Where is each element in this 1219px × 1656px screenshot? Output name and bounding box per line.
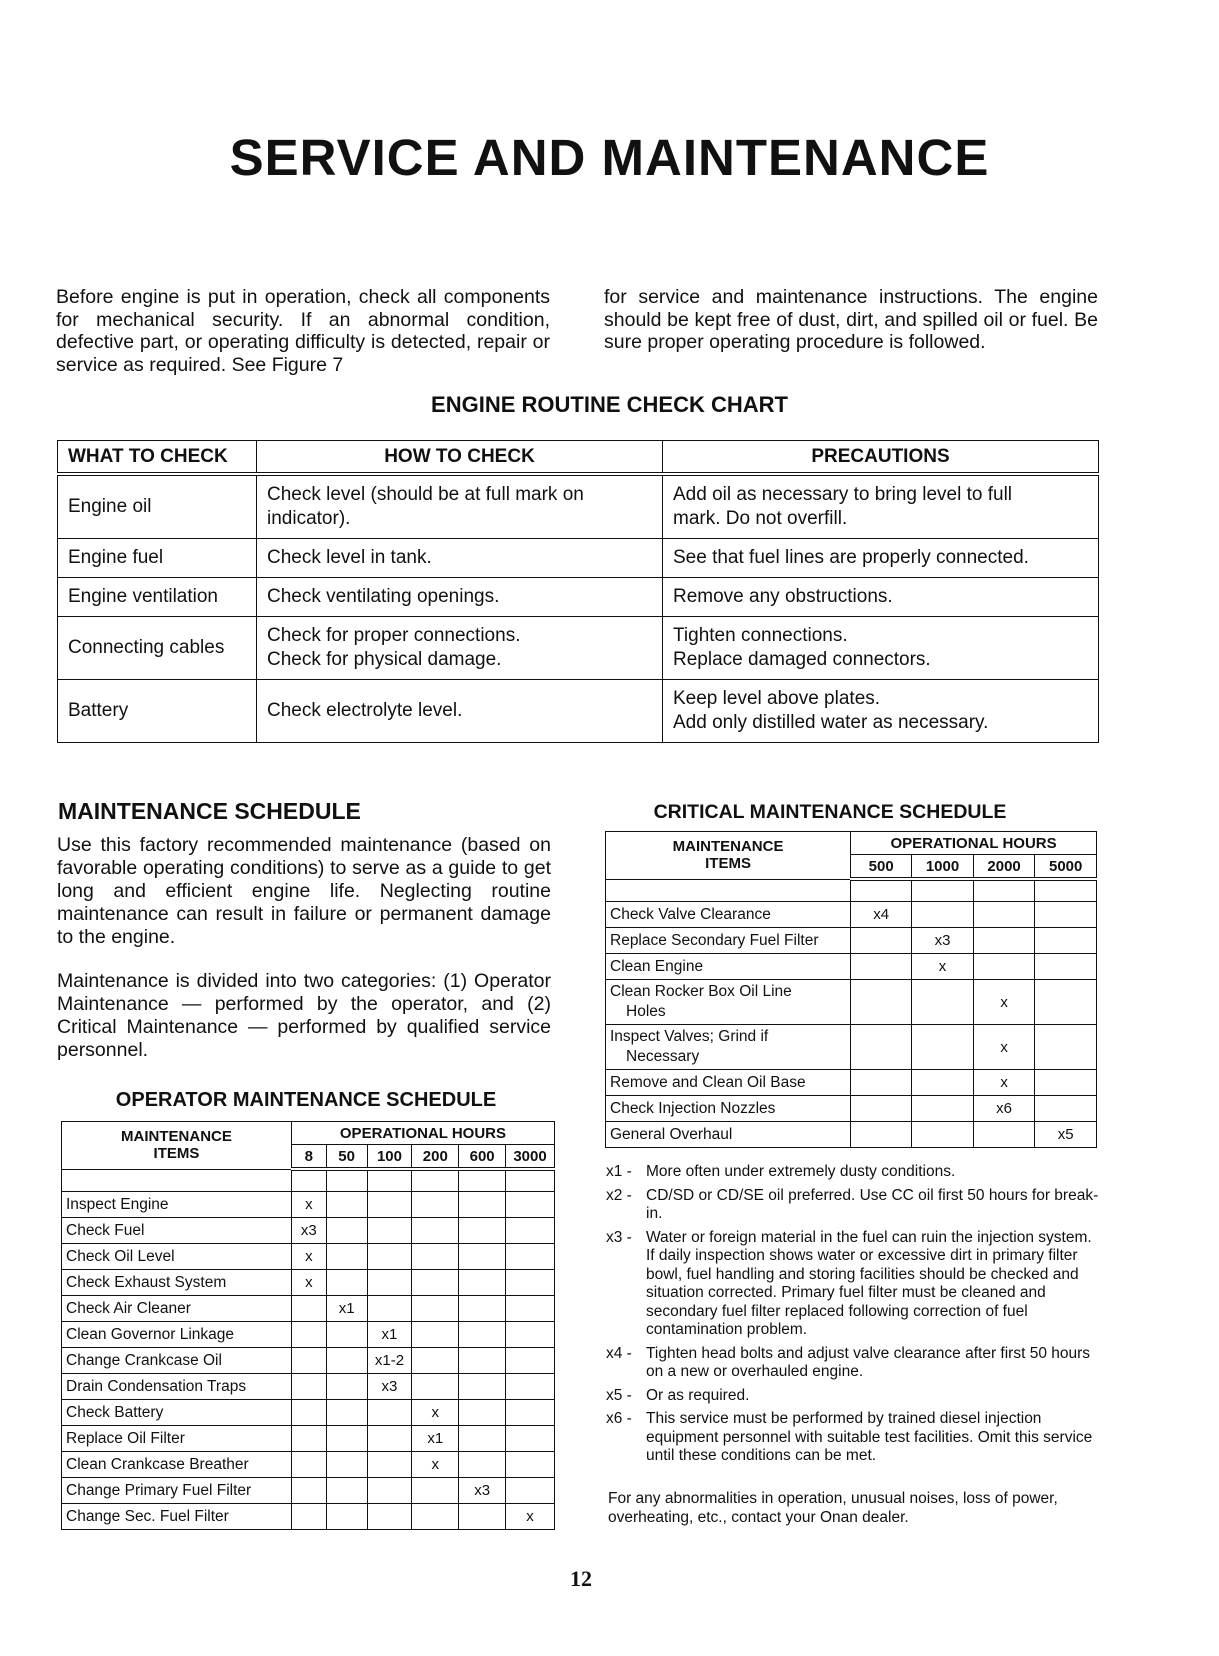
footnote <box>606 1410 1100 1466</box>
precautions-cell <box>663 617 1099 680</box>
table-row <box>606 1096 1097 1122</box>
mark-cell <box>326 1478 367 1504</box>
mark-cell <box>459 1270 506 1296</box>
mark-cell: x1 <box>326 1296 367 1322</box>
table-row <box>606 1122 1097 1148</box>
mark-cell <box>506 1270 555 1296</box>
mark-cell <box>459 1322 506 1348</box>
spacer-cell <box>326 1169 367 1192</box>
mark-cell <box>851 928 912 954</box>
routine-row <box>58 474 1099 539</box>
intro-left-paragraph: Before engine is put in operation, check all components for mechanical security. If an abnormal condition, defective part, or operating difficulty is detected, repair or service as required. See Figure 7 <box>56 286 550 376</box>
mark-cell <box>412 1270 459 1296</box>
footnote <box>606 1345 1100 1382</box>
spacer-cell <box>459 1169 506 1192</box>
mark-cell: x <box>506 1504 555 1530</box>
item-line: Check Injection Nozzles <box>610 1100 776 1117</box>
mark-cell <box>506 1348 555 1374</box>
item-line: Clean Engine <box>610 958 704 975</box>
mark-cell <box>1035 980 1097 1025</box>
how-line: Check electrolyte level. <box>267 700 463 721</box>
items-header-line-1: MAINTENANCE <box>672 838 784 856</box>
mark-cell: x <box>973 1070 1035 1096</box>
mark-cell: x <box>973 1025 1035 1070</box>
how-to-check-cell <box>257 617 663 680</box>
hours-header-cell: 50 <box>326 1145 367 1170</box>
mark-cell <box>412 1244 459 1270</box>
spacer-row <box>62 1169 555 1192</box>
operator-items-header <box>62 1122 292 1170</box>
routine-header-row <box>58 441 1099 475</box>
critical-header-row-1 <box>606 832 1097 855</box>
what-to-check-cell: Battery <box>58 680 257 743</box>
item-cell: Drain Condensation Traps <box>62 1374 292 1400</box>
precautions-cell <box>663 474 1099 539</box>
footnote <box>606 1187 1100 1224</box>
spacer-cell <box>1035 879 1097 902</box>
how-line: indicator). <box>267 508 351 529</box>
mark-cell <box>291 1400 326 1426</box>
item-cell: Inspect Engine <box>62 1192 292 1218</box>
item-cell: Check Fuel <box>62 1218 292 1244</box>
routine-row <box>58 680 1099 743</box>
hours-header-cell: 5000 <box>1035 855 1097 880</box>
spacer-cell <box>506 1169 555 1192</box>
header-precautions: PRECAUTIONS <box>663 441 1099 475</box>
item-cell: Check Battery <box>62 1400 292 1426</box>
item-cell <box>606 954 851 980</box>
mark-cell <box>459 1296 506 1322</box>
how-line: Check for physical damage. <box>267 649 502 670</box>
mark-cell <box>367 1218 412 1244</box>
items-header-line-1: MAINTENANCE <box>121 1128 232 1146</box>
spacer-cell <box>291 1169 326 1192</box>
maintenance-schedule-paragraph-2: Maintenance is divided into two categories: (1) Operator Maintenance — performed by the operator, and (2) Critical Maintenance — performed by qualified service personnel. <box>57 970 551 1061</box>
mark-cell <box>326 1374 367 1400</box>
what-to-check-cell: Engine ventilation <box>58 578 257 617</box>
header-what-to-check: WHAT TO CHECK <box>58 441 257 475</box>
mark-cell <box>973 954 1035 980</box>
mark-cell <box>506 1296 555 1322</box>
mark-cell <box>326 1452 367 1478</box>
mark-cell <box>1035 1070 1097 1096</box>
item-line: Inspect Valves; Grind if <box>610 1028 769 1045</box>
footnote-text: More often under extremely dusty conditions. <box>646 1163 956 1180</box>
precaution-line: mark. Do not overfill. <box>673 508 848 529</box>
mark-cell <box>506 1374 555 1400</box>
mark-cell <box>367 1296 412 1322</box>
how-line: Check for proper connections. <box>267 625 521 646</box>
mark-cell: x3 <box>912 928 974 954</box>
mark-cell <box>506 1218 555 1244</box>
hours-header-cell: 600 <box>459 1145 506 1170</box>
mark-cell <box>1035 902 1097 928</box>
mark-cell <box>506 1400 555 1426</box>
item-cell: Change Sec. Fuel Filter <box>62 1504 292 1530</box>
mark-cell: x3 <box>459 1478 506 1504</box>
routine-row <box>58 578 1099 617</box>
mark-cell <box>412 1374 459 1400</box>
mark-cell <box>851 954 912 980</box>
spacer-cell <box>412 1169 459 1192</box>
mark-cell <box>291 1322 326 1348</box>
table-row <box>62 1452 555 1478</box>
item-cell <box>606 980 851 1025</box>
precaution-line: Add only distilled water as necessary. <box>673 712 989 733</box>
mark-cell <box>506 1426 555 1452</box>
item-cell: Clean Crankcase Breather <box>62 1452 292 1478</box>
what-to-check-cell: Connecting cables <box>58 617 257 680</box>
mark-cell <box>412 1296 459 1322</box>
mark-cell <box>291 1426 326 1452</box>
mark-cell: x <box>291 1192 326 1218</box>
item-line: Necessary <box>626 1048 700 1065</box>
mark-cell <box>851 1025 912 1070</box>
item-cell: Clean Governor Linkage <box>62 1322 292 1348</box>
precaution-line: See that fuel lines are properly connected. <box>673 547 1029 568</box>
footnote-key: x5 - <box>606 1386 632 1404</box>
table-row <box>62 1192 555 1218</box>
header-how-to-check: HOW TO CHECK <box>257 441 663 475</box>
mark-cell <box>291 1478 326 1504</box>
table-row <box>62 1400 555 1426</box>
table-row <box>62 1374 555 1400</box>
mark-cell <box>291 1296 326 1322</box>
how-to-check-cell <box>257 578 663 617</box>
item-cell: Check Oil Level <box>62 1244 292 1270</box>
mark-cell <box>412 1348 459 1374</box>
footnotes <box>606 1163 1100 1471</box>
mark-cell: x3 <box>291 1218 326 1244</box>
footnote-key: x2 - <box>606 1186 632 1204</box>
footnote-key: x4 - <box>606 1344 632 1362</box>
table-row <box>62 1270 555 1296</box>
mark-cell <box>412 1322 459 1348</box>
mark-cell: x1 <box>412 1426 459 1452</box>
mark-cell <box>912 1070 974 1096</box>
precaution-line: Keep level above plates. <box>673 688 881 709</box>
hours-header-cell: 1000 <box>912 855 974 880</box>
table-row <box>606 954 1097 980</box>
table-row <box>62 1504 555 1530</box>
spacer-cell <box>851 879 912 902</box>
table-row <box>62 1322 555 1348</box>
mark-cell <box>1035 928 1097 954</box>
mark-cell <box>506 1452 555 1478</box>
item-cell <box>606 1025 851 1070</box>
footnote <box>606 1163 1100 1182</box>
footnote-key: x6 - <box>606 1410 632 1427</box>
mark-cell <box>412 1218 459 1244</box>
footnote-text: This service must be performed by trained diesel injection equipment personnel with suitable test facilities. Omit this service until these conditions can be met. <box>646 1410 1093 1464</box>
mark-cell <box>851 1096 912 1122</box>
mark-cell <box>326 1348 367 1374</box>
footnote-key: x1 - <box>606 1163 632 1180</box>
table-row <box>62 1244 555 1270</box>
mark-cell <box>367 1400 412 1426</box>
item-cell <box>606 1070 851 1096</box>
mark-cell <box>1035 1025 1097 1070</box>
item-cell: Replace Oil Filter <box>62 1426 292 1452</box>
hours-header-cell: 3000 <box>506 1145 555 1170</box>
mark-cell <box>326 1322 367 1348</box>
mark-cell <box>291 1348 326 1374</box>
hours-header-cell: 500 <box>851 855 912 880</box>
operator-header-row-1 <box>62 1122 555 1145</box>
footnote-text: Tighten head bolts and adjust valve clearance after first 50 hours on a new or overhauled engine. <box>646 1344 1091 1380</box>
mark-cell <box>412 1478 459 1504</box>
precaution-line: Tighten connections. <box>673 625 848 646</box>
item-cell: Check Exhaust System <box>62 1270 292 1296</box>
what-to-check-cell: Engine oil <box>58 474 257 539</box>
table-row <box>606 902 1097 928</box>
mark-cell <box>326 1504 367 1530</box>
mark-cell <box>1035 1096 1097 1122</box>
page-number: 12 <box>570 1566 592 1591</box>
mark-cell <box>367 1270 412 1296</box>
hours-header-cell: 8 <box>291 1145 326 1170</box>
mark-cell <box>412 1192 459 1218</box>
mark-cell: x <box>291 1244 326 1270</box>
footnote <box>606 1387 1100 1406</box>
footnote <box>606 1229 1100 1340</box>
table-row <box>606 1070 1097 1096</box>
table-row <box>62 1478 555 1504</box>
precautions-cell <box>663 680 1099 743</box>
critical-items-header <box>606 832 851 880</box>
spacer-row <box>606 879 1097 902</box>
items-header-line-2: ITEMS <box>153 1145 200 1163</box>
spacer-cell <box>62 1169 292 1192</box>
table-row <box>606 928 1097 954</box>
mark-cell <box>326 1244 367 1270</box>
footnote-text: Water or foreign material in the fuel can ruin the injection system. If daily inspection shows water or excessive dirt in primary filter bowl, fuel handling and storing facilities should be checked and situation corrected. Primary fuel filter must be cleaned and secondary fuel filter replaced following correction of fuel contamination problem. <box>646 1228 1092 1338</box>
precaution-line: Replace damaged connectors. <box>673 649 931 670</box>
mark-cell: x <box>412 1400 459 1426</box>
mark-cell: x <box>973 980 1035 1025</box>
mark-cell: x <box>291 1270 326 1296</box>
mark-cell: x1-2 <box>367 1348 412 1374</box>
mark-cell <box>367 1478 412 1504</box>
mark-cell <box>367 1504 412 1530</box>
mark-cell <box>326 1218 367 1244</box>
mark-cell <box>459 1452 506 1478</box>
mark-cell <box>326 1270 367 1296</box>
precaution-line: Remove any obstructions. <box>673 586 893 607</box>
mark-cell <box>912 980 974 1025</box>
mark-cell <box>291 1452 326 1478</box>
mark-cell: x <box>412 1452 459 1478</box>
mark-cell: x6 <box>973 1096 1035 1122</box>
mark-cell <box>367 1426 412 1452</box>
intro-right-paragraph: for service and maintenance instructions. The engine should be kept free of dust, dirt, and spilled oil or fuel. Be sure proper operating procedure is followed. <box>604 286 1098 353</box>
table-row <box>62 1348 555 1374</box>
item-cell: Change Primary Fuel Filter <box>62 1478 292 1504</box>
mark-cell <box>973 902 1035 928</box>
mark-cell <box>367 1192 412 1218</box>
mark-cell <box>459 1374 506 1400</box>
how-line: Check ventilating openings. <box>267 586 500 607</box>
items-header-line-2: ITEMS <box>705 855 751 873</box>
mark-cell <box>851 1122 912 1148</box>
mark-cell <box>459 1192 506 1218</box>
table-row <box>606 1025 1097 1070</box>
mark-cell <box>326 1192 367 1218</box>
critical-maintenance-table <box>605 831 1097 1148</box>
hours-header-cell: 2000 <box>973 855 1035 880</box>
mark-cell <box>459 1244 506 1270</box>
mark-cell <box>973 1122 1035 1148</box>
item-cell <box>606 902 851 928</box>
item-line: Holes <box>626 1003 666 1020</box>
item-cell <box>606 1096 851 1122</box>
precautions-cell <box>663 578 1099 617</box>
precaution-line: Add oil as necessary to bring level to full <box>673 484 1013 505</box>
table-row <box>62 1218 555 1244</box>
mark-cell <box>326 1426 367 1452</box>
footnote-text: Or as required. <box>646 1386 750 1404</box>
mark-cell: x5 <box>1035 1122 1097 1148</box>
page-title: SERVICE AND MAINTENANCE <box>229 129 990 186</box>
item-cell: Check Air Cleaner <box>62 1296 292 1322</box>
mark-cell <box>912 1096 974 1122</box>
mark-cell <box>459 1400 506 1426</box>
critical-hours-header: OPERATIONAL HOURS <box>851 832 1097 855</box>
mark-cell <box>459 1504 506 1530</box>
maintenance-schedule-paragraph-1: Use this factory recommended maintenance (based on favorable operating conditions) to serve as a guide to get long and efficient engine life. Neglecting routine maintenance can result in failure or permanent damage to the engine. <box>57 834 551 948</box>
operator-schedule-title: OPERATOR MAINTENANCE SCHEDULE <box>115 1089 497 1111</box>
footnote-key: x3 - <box>606 1228 632 1246</box>
mark-cell <box>291 1374 326 1400</box>
item-line: Clean Rocker Box Oil Line <box>610 983 792 1000</box>
table-row <box>606 980 1097 1025</box>
spacer-cell <box>912 879 974 902</box>
item-cell <box>606 1122 851 1148</box>
mark-cell <box>412 1504 459 1530</box>
spacer-cell <box>973 879 1035 902</box>
mark-cell <box>506 1478 555 1504</box>
mark-cell <box>912 1025 974 1070</box>
mark-cell <box>506 1192 555 1218</box>
mark-cell <box>326 1400 367 1426</box>
mark-cell <box>506 1244 555 1270</box>
operator-maintenance-table <box>61 1121 555 1530</box>
mark-cell <box>459 1348 506 1374</box>
item-line: General Overhaul <box>610 1126 733 1143</box>
spacer-cell <box>606 879 851 902</box>
maintenance-schedule-title: MAINTENANCE SCHEDULE <box>58 798 361 824</box>
mark-cell <box>367 1452 412 1478</box>
mark-cell <box>973 928 1035 954</box>
hours-header-cell: 200 <box>412 1145 459 1170</box>
mark-cell <box>506 1322 555 1348</box>
precautions-cell <box>663 539 1099 578</box>
item-cell <box>606 928 851 954</box>
operator-hours-header: OPERATIONAL HOURS <box>291 1122 554 1145</box>
mark-cell <box>851 980 912 1025</box>
how-to-check-cell <box>257 474 663 539</box>
mark-cell <box>912 902 974 928</box>
table-row <box>62 1296 555 1322</box>
hours-header-cell: 100 <box>367 1145 412 1170</box>
mark-cell: x4 <box>851 902 912 928</box>
item-line: Remove and Clean Oil Base <box>610 1074 806 1091</box>
what-to-check-cell: Engine fuel <box>58 539 257 578</box>
item-line: Replace Secondary Fuel Filter <box>610 932 819 949</box>
table-row <box>62 1426 555 1452</box>
mark-cell <box>367 1244 412 1270</box>
mark-cell <box>291 1504 326 1530</box>
routine-row <box>58 617 1099 680</box>
mark-cell: x3 <box>367 1374 412 1400</box>
mark-cell: x1 <box>367 1322 412 1348</box>
mark-cell <box>912 1122 974 1148</box>
footnote-text: CD/SD or CD/SE oil preferred. Use CC oil first 50 hours for break-in. <box>646 1186 1099 1222</box>
critical-schedule-title: CRITICAL MAINTENANCE SCHEDULE <box>653 801 1007 823</box>
mark-cell <box>851 1070 912 1096</box>
item-cell: Change Crankcase Oil <box>62 1348 292 1374</box>
mark-cell <box>459 1426 506 1452</box>
how-to-check-cell <box>257 680 663 743</box>
how-to-check-cell <box>257 539 663 578</box>
routine-row <box>58 539 1099 578</box>
mark-cell <box>459 1218 506 1244</box>
how-line: Check level (should be at full mark on <box>267 484 584 505</box>
routine-check-chart <box>57 440 1099 743</box>
routine-check-chart-title: ENGINE ROUTINE CHECK CHART <box>431 392 788 417</box>
dealer-contact-note: For any abnormalities in operation, unusual noises, loss of power, overheating, etc., contact your Onan dealer. <box>608 1490 1058 1526</box>
spacer-cell <box>367 1169 412 1192</box>
item-line: Check Valve Clearance <box>610 906 771 923</box>
mark-cell <box>1035 954 1097 980</box>
how-line: Check level in tank. <box>267 547 432 568</box>
mark-cell: x <box>912 954 974 980</box>
